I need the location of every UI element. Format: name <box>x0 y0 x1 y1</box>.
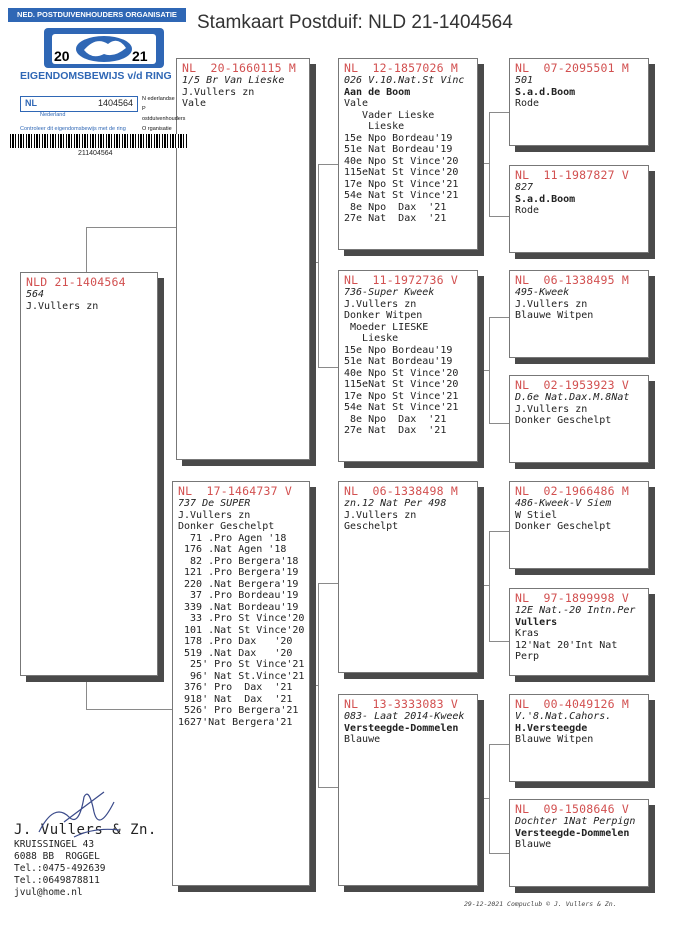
ring-number: NL 13-3333083 V <box>344 697 458 711</box>
pigeon-info-line: 026 V.10.Nat.St Vinc <box>344 75 465 86</box>
pigeon-info-line: 71 .Pro Agen '18 <box>178 532 287 544</box>
pigeon-info-line: 12E Nat.-20 Intn.Per <box>515 605 636 616</box>
pigeon-info-line: Perp <box>515 651 540 662</box>
connector-line <box>489 112 510 217</box>
great-grandparent-card[interactable] <box>509 165 649 253</box>
pigeon-info-line: 1627'Nat Bergera'21 <box>178 716 293 728</box>
year-left: 20 <box>54 48 70 64</box>
pigeon-info-line: 27e Nat Dax '21 <box>344 213 447 224</box>
great-grandparent-card[interactable] <box>509 58 649 146</box>
maternal-grandfather-card[interactable] <box>338 481 478 673</box>
mother-card[interactable] <box>172 481 310 886</box>
pigeon-info-line: Vale <box>344 98 369 109</box>
pigeon-info-line: 8e Npo Dax '21 <box>344 413 447 425</box>
paternal-grandmother-card[interactable] <box>338 270 478 462</box>
pigeon-info-line: 121 .Pro Bergera'19 <box>178 567 299 578</box>
pigeon-info-line: 96' Nat St.Vince'21 <box>178 670 305 682</box>
breeder-address <box>14 822 157 899</box>
ring-number: 1404564 <box>97 98 133 108</box>
pigeon-info-line: 101 .Nat St Vince'20 <box>178 624 305 636</box>
ring-number: NL 17-1464737 V <box>178 484 292 498</box>
ring-number: NL 11-1972736 V <box>344 273 458 287</box>
great-grandparent-card[interactable] <box>509 588 649 676</box>
connector-line <box>489 317 510 424</box>
pigeon-info-line: Lieske <box>344 333 399 344</box>
connector-line <box>318 583 339 788</box>
pigeon-info-line: 82 .Pro Bergera'18 <box>178 555 299 567</box>
pigeon-info-line: 8e Npo Dax '21 <box>344 201 447 213</box>
country-label: Nederland <box>40 112 66 118</box>
ring-number: NL 09-1508646 V <box>515 802 629 816</box>
pigeon-info-line: 918' Nat Dax '21 <box>178 693 293 705</box>
pigeon-info-line: Blauwe <box>515 839 552 850</box>
ring-number-box <box>20 96 138 112</box>
ring-number: NL 20-1660115 M <box>182 61 296 75</box>
great-grandparent-card[interactable] <box>509 481 649 569</box>
ring-number: NL 12-1857026 M <box>344 61 458 75</box>
pigeon-info-line: D.6e Nat.Dax.M.8Nat <box>515 392 630 403</box>
pigeon-info-line: 115eNat St Vince'20 <box>344 379 459 390</box>
ring-number: NL 06-1338498 M <box>344 484 458 498</box>
connector-line <box>318 164 339 368</box>
address-line: 6088 BB ROGGEL <box>14 851 100 862</box>
pigeon-info-line: V.'8.Nat.Cahors. <box>515 711 612 722</box>
ring-ownership-certificate <box>8 8 190 160</box>
org-letter-n: N ederlandse <box>142 96 175 102</box>
org-letter-o: O rganisatie <box>142 126 172 132</box>
pigeon-info-line: J.Vullers zn <box>515 403 588 415</box>
pigeon-info-line: 51e Nat Bordeau'19 <box>344 144 453 155</box>
connector-line <box>489 744 510 854</box>
page-title: Stamkaart Postduif: NLD 21-1404564 <box>197 12 513 33</box>
ring-number: NL 06-1338495 M <box>515 273 629 287</box>
barcode <box>10 134 188 148</box>
pigeon-info-line: 115eNat St Vince'20 <box>344 167 459 178</box>
ownership-title: EIGENDOMSBEWIJS v/d RING <box>20 70 172 82</box>
pigeon-info-line: 176 .Nat Agen '18 <box>178 544 287 555</box>
org-letter-p: P ostduivenhouders <box>142 106 186 122</box>
great-grandparent-card[interactable] <box>509 694 649 782</box>
pigeon-info-line: J.Vullers zn <box>515 298 588 310</box>
pigeon-info-line: 501 <box>515 75 534 86</box>
barcode-number: 211404564 <box>78 150 113 157</box>
pigeon-info-line: 376' Pro Dax '21 <box>178 682 293 693</box>
ring-number: NL 07-2095501 M <box>515 61 629 75</box>
pigeon-info-line: 37 .Pro Bordeau'19 <box>178 590 299 601</box>
pigeon-info-line: J.Vullers zn <box>182 86 255 98</box>
connector-line <box>86 676 179 710</box>
father-card[interactable] <box>176 58 310 460</box>
email-line: jvul@home.nl <box>14 887 83 898</box>
phone-line: Tel.:0475-492639 <box>14 863 106 874</box>
pigeon-info-line: Donker Geschelpt <box>178 521 275 532</box>
pigeon-info-line: Dochter 1Nat Perpign <box>515 816 636 827</box>
ring-number: NL 02-1953923 V <box>515 378 629 392</box>
pigeon-info-line: 526' Pro Bergera'21 <box>178 705 299 716</box>
pigeon-info-line: 564 <box>26 289 45 300</box>
company-name: J. Vullers & Zn. <box>14 822 157 838</box>
pigeon-info-line: Lieske <box>344 121 405 132</box>
pigeon-info-line: Aan de Boom <box>344 86 411 98</box>
great-grandparent-card[interactable] <box>509 270 649 358</box>
pigeon-info-line: J.Vullers zn <box>178 509 251 521</box>
ring-number: NL 11-1987827 V <box>515 168 629 182</box>
pigeon-info-line: 40e Npo St Vince'20 <box>344 367 459 379</box>
pigeon-info-line: 486-Kweek-V Siem <box>515 498 612 509</box>
pigeon-info-line: Kras <box>515 628 540 639</box>
pigeon-info-line: Moeder LIESKE <box>344 321 429 333</box>
control-text: Controleer dit eigendomsbewijs met de ring <box>20 126 126 132</box>
pigeon-info-line: 083- Laat 2014-Kweek <box>344 711 465 722</box>
pigeon-info-line: 1/5 Br Van Lieske <box>182 75 285 86</box>
pigeon-info-line: 178 .Pro Dax '20 <box>178 636 293 647</box>
org-letters <box>142 94 190 134</box>
pigeon-info-line: 33 .Pro St Vince'20 <box>178 613 305 624</box>
pigeon-info-line: 54e Nat St Vince'21 <box>344 402 459 413</box>
pigeon-info-line: H.Versteegde <box>515 722 588 734</box>
pigeon-info-line: Blauwe Witpen <box>515 734 594 745</box>
signature-icon <box>34 782 124 842</box>
pigeon-info-line: Donker Geschelpt <box>515 415 612 426</box>
pigeon-info-line: Vullers <box>515 616 558 628</box>
pigeon-info-line: 27e Nat Dax '21 <box>344 425 447 436</box>
pigeon-info-line: 339 .Nat Bordeau'19 <box>178 601 299 613</box>
connector-line <box>489 531 510 642</box>
address-line: KRUISSINGEL 43 <box>14 839 95 850</box>
great-grandparent-card[interactable] <box>509 375 649 463</box>
pigeon-info-line: J.Vullers zn <box>344 298 417 310</box>
pigeon-info-line: Blauwe <box>344 734 381 745</box>
pigeon-info-line: 15e Npo Bordeau'19 <box>344 132 453 144</box>
pigeon-info-line: 12'Nat 20'Int Nat <box>515 639 618 651</box>
paternal-grandfather-card[interactable] <box>338 58 478 250</box>
pigeon-info-line: 827 <box>515 182 534 193</box>
footer-credit: 29-12-2021 Compuclub © J. Vullers & Zn. <box>464 900 617 908</box>
great-grandparent-card[interactable] <box>509 799 649 887</box>
phone-line: Tel.:0649878811 <box>14 875 100 886</box>
pigeon-info-line: 17e Npo St Vince'21 <box>344 390 459 402</box>
certificate-header: NED. POSTDUIVENHOUDERS ORGANISATIE <box>8 8 186 22</box>
pigeon-info-line: 51e Nat Bordeau'19 <box>344 356 453 367</box>
pigeon-info-line: S.a.d.Boom <box>515 193 576 205</box>
ring-number: NL 00-4049126 M <box>515 697 629 711</box>
pigeon-info-line: 220 .Nat Bergera'19 <box>178 578 299 590</box>
pigeon-info-line: 17e Npo St Vince'21 <box>344 178 459 190</box>
maternal-grandmother-card[interactable] <box>338 694 478 886</box>
pigeon-info-line: 25' Pro St Vince'21 <box>178 659 305 670</box>
pigeon-info-line: Vale <box>182 98 207 109</box>
nl-label: NL <box>25 98 37 108</box>
pigeon-info-line: zn.12 Nat Per 498 <box>344 498 447 509</box>
pigeon-info-line: S.a.d.Boom <box>515 86 576 98</box>
pigeon-info-line: Vader Lieske <box>344 109 435 121</box>
ring-number: NLD 21-1404564 <box>26 275 126 289</box>
pigeon-info-line: Blauwe Witpen <box>515 310 594 321</box>
pigeon-info-line: Rode <box>515 98 540 109</box>
connector-line <box>86 227 179 274</box>
pigeon-info-line: Rode <box>515 205 540 216</box>
pigeon-info-line: 40e Npo St Vince'20 <box>344 155 459 167</box>
ring-number: NL 97-1899998 V <box>515 591 629 605</box>
subject-pigeon-card[interactable] <box>20 272 158 676</box>
pigeon-info-line: J.Vullers zn <box>344 509 417 521</box>
pigeon-info-line: 54e Nat St Vince'21 <box>344 190 459 201</box>
pigeon-info-line: Donker Witpen <box>344 310 423 321</box>
year-right: 21 <box>132 48 148 64</box>
pigeon-info-line: Geschelpt <box>344 521 399 532</box>
pigeon-info-line: 736-Super Kweek <box>344 287 435 298</box>
ring-number: NL 02-1966486 M <box>515 484 629 498</box>
pigeon-info-line: 15e Npo Bordeau'19 <box>344 344 453 356</box>
pigeon-info-line: 737 De SUPER <box>178 498 251 509</box>
pigeon-info-line: W Stiel <box>515 509 558 521</box>
pigeon-info-line: Versteegde-Dommelen <box>344 722 459 734</box>
pigeon-info-line: 519 .Nat Dax '20 <box>178 647 293 659</box>
pigeon-info-line: Donker Geschelpt <box>515 521 612 532</box>
pigeon-info-line: Versteegde-Dommelen <box>515 827 630 839</box>
pigeon-info-line: 495-Kweek <box>515 287 570 298</box>
pigeon-info-line: J.Vullers zn <box>26 300 99 312</box>
